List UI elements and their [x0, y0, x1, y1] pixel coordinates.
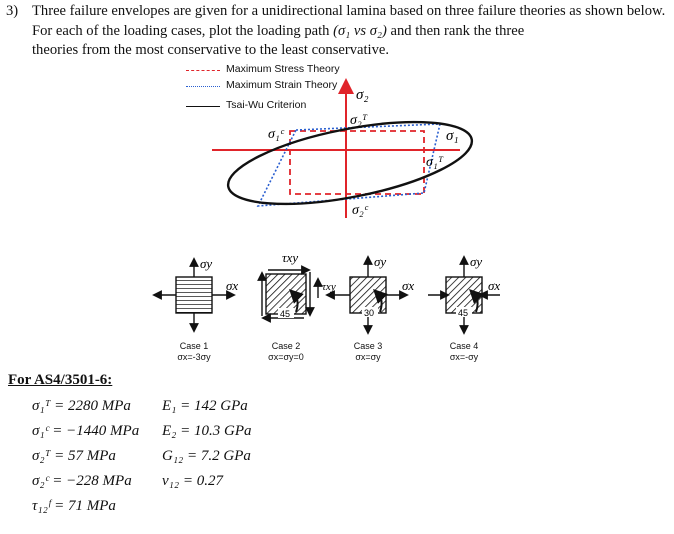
- modulus-row: E₁ = 142 GPa: [162, 398, 248, 414]
- case-3-caption: [328, 341, 408, 363]
- case-1-element: [157, 256, 238, 328]
- sigma2T-label: σ₂ᵀ: [350, 113, 368, 128]
- legend-label: Maximum Strain Theory: [226, 79, 338, 91]
- case-2-angle: 45: [280, 309, 291, 319]
- case-relation: σx=σy: [355, 352, 381, 362]
- txy-label: τxy: [322, 281, 336, 293]
- sigma2-label: σ₂: [356, 87, 369, 103]
- strength-row: τ₁₂ᶠ = 71 MPa: [32, 498, 116, 514]
- case-4-angle: 45: [458, 308, 469, 318]
- sigma2C-label: σ₂ᶜ: [352, 203, 368, 218]
- case-relation: σx=-σy: [449, 352, 479, 362]
- case-4-element: [428, 254, 500, 330]
- txy-label: τxy: [282, 250, 299, 265]
- case-3-element: [318, 254, 414, 330]
- problem-number: 3): [6, 3, 19, 19]
- case-2-element: [262, 250, 310, 319]
- modulus-row: E₂ = 10.3 GPa: [162, 423, 252, 439]
- sigma1-label: σ₁: [446, 128, 459, 144]
- modulus-row: ν₁₂ = 0.27: [162, 473, 223, 489]
- problem-text-c: theories from the most conservative to the least conservative.: [32, 42, 390, 59]
- legend-label: Maximum Stress Theory: [226, 63, 340, 75]
- legend-label: Tsai-Wu Criterion: [226, 99, 307, 111]
- sx-label: σx: [402, 278, 415, 293]
- sy-label: σy: [374, 254, 387, 269]
- problem-text-a: Three failure envelopes are given for a unidirectional lamina based on three failure theories as shown below. For each of the loading cases, plot the loading path: [32, 3, 666, 39]
- case-4-caption: [424, 341, 504, 363]
- case-1-caption: [154, 341, 234, 363]
- case-title: Case 2: [271, 341, 301, 351]
- problem-text-b: and then rank the three: [386, 22, 525, 39]
- strength-row: σ₁ᵀ = 2280 MPa: [32, 398, 131, 414]
- modulus-row: G₁₂ = 7.2 GPa: [162, 448, 251, 464]
- case-relation: σx=σy=0: [268, 352, 304, 362]
- case-relation: σx=-3σy: [177, 352, 211, 362]
- case-title: Case 4: [449, 341, 479, 351]
- case-2-caption: [246, 341, 326, 363]
- loading-path-notation: (σ₁ vs σ₂): [333, 22, 387, 39]
- sy-label: σy: [470, 254, 483, 269]
- strength-row: σ₁ᶜ = −1440 MPa: [32, 423, 140, 439]
- sy-label: σy: [200, 256, 213, 271]
- strength-row: σ₂ᵀ = 57 MPa: [32, 448, 116, 464]
- sx-label: σx: [488, 278, 501, 293]
- material-heading: For AS4/3501-6:: [8, 372, 113, 388]
- case-title: Case 1: [179, 341, 209, 351]
- case-3-angle: 30: [364, 308, 375, 318]
- sigma1C-label: σ₁ᶜ: [268, 127, 284, 142]
- sx-label: σx: [226, 278, 239, 293]
- sigma1T-label: σ₁ᵀ: [426, 155, 444, 170]
- strength-row: σ₂ᶜ = −228 MPa: [32, 473, 132, 489]
- case-title: Case 3: [353, 341, 383, 351]
